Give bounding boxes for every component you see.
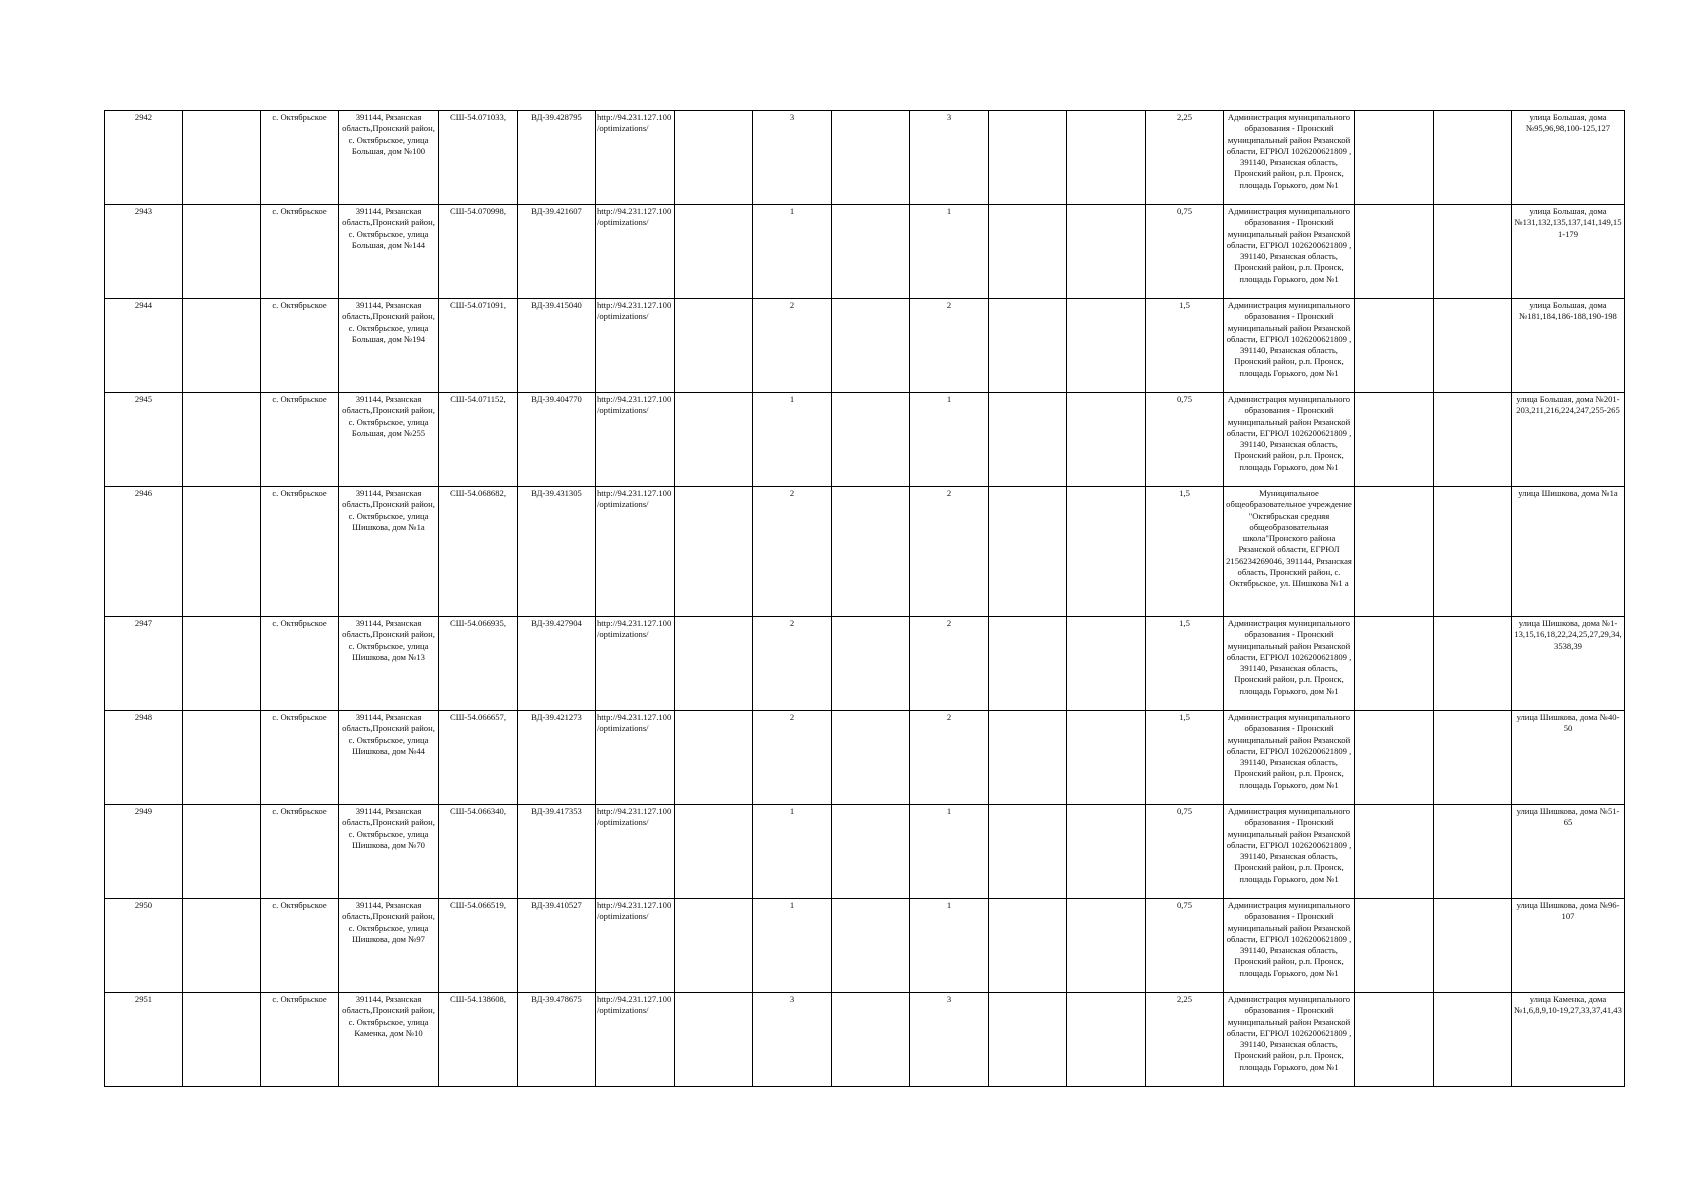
table-row (105, 899, 1625, 993)
empty-cell (183, 993, 261, 1087)
url-cell: http://94.231.127.100/optimizations/ (596, 487, 675, 617)
served-houses-cell: улица Большая, дома №131,132,135,137,141,149,151-179 (1512, 205, 1625, 299)
row-number-cell: 2950 (105, 899, 183, 993)
empty-cell (832, 487, 910, 617)
owner-cell: Администрация муниципального образования - Пронский муниципальный район Рязанской области, ЕГРЮЛ 1026200621809 , 391140, Рязанская область, Пронский район, р.п. Пронск, площадь Горького, дом №1 (1224, 993, 1355, 1087)
empty-cell (183, 111, 261, 205)
served-houses-cell: улица Шишкова, дома №96-107 (1512, 899, 1625, 993)
owner-cell: Администрация муниципального образования - Пронский муниципальный район Рязанской области, ЕГРЮЛ 1026200621809 , 391140, Рязанская область, Пронский район, р.п. Пронск, площадь Горького, дом №1 (1224, 299, 1355, 393)
empty-cell (1067, 711, 1146, 805)
empty-cell (989, 205, 1067, 299)
register-table-sheet (104, 110, 1622, 1087)
row-number-cell: 2948 (105, 711, 183, 805)
empty-cell (1434, 487, 1512, 617)
village-cell: с. Октябрьское (261, 805, 339, 899)
row-number-cell: 2947 (105, 617, 183, 711)
longitude-cell: ВД-39.404770 (518, 393, 596, 487)
empty-cell (1434, 299, 1512, 393)
owner-cell: Администрация муниципального образования - Пронский муниципальный район Рязанской области, ЕГРЮЛ 1026200621809 , 391140, Рязанская область, Пронский район, р.п. Пронск, площадь Горького, дом №1 (1224, 805, 1355, 899)
count-cell: 1 (910, 393, 989, 487)
address-cell: 391144, Рязанская область,Пронский район, с. Октябрьское, улица Шишкова, дом №70 (339, 805, 439, 899)
address-cell: 391144, Рязанская область,Пронский район, с. Октябрьское, улица Каменка, дом №10 (339, 993, 439, 1087)
empty-cell (989, 617, 1067, 711)
village-cell: с. Октябрьское (261, 111, 339, 205)
count-cell: 1 (753, 805, 832, 899)
empty-cell (1067, 617, 1146, 711)
address-cell: 391144, Рязанская область,Пронский район, с. Октябрьское, улица Шишкова, дом №1а (339, 487, 439, 617)
empty-cell (1067, 993, 1146, 1087)
url-cell: http://94.231.127.100/optimizations/ (596, 617, 675, 711)
empty-cell (832, 899, 910, 993)
table-row (105, 299, 1625, 393)
count-cell: 2 (910, 487, 989, 617)
empty-cell (1434, 805, 1512, 899)
url-cell: http://94.231.127.100/optimizations/ (596, 993, 675, 1087)
empty-cell (989, 993, 1067, 1087)
volume-cell: 0,75 (1146, 899, 1224, 993)
address-cell: 391144, Рязанская область,Пронский район, с. Октябрьское, улица Большая, дом №100 (339, 111, 439, 205)
volume-cell: 2,25 (1146, 111, 1224, 205)
latitude-cell: СШ-54.066340, (439, 805, 518, 899)
empty-cell (1355, 617, 1434, 711)
empty-cell (1067, 487, 1146, 617)
longitude-cell: ВД-39.417353 (518, 805, 596, 899)
volume-cell: 0,75 (1146, 205, 1224, 299)
address-cell: 391144, Рязанская область,Пронский район, с. Октябрьское, улица Большая, дом №194 (339, 299, 439, 393)
village-cell: с. Октябрьское (261, 205, 339, 299)
latitude-cell: СШ-54.071033, (439, 111, 518, 205)
owner-cell: Администрация муниципального образования - Пронский муниципальный район Рязанской области, ЕГРЮЛ 1026200621809 , 391140, Рязанская область, Пронский район, р.п. Пронск, площадь Горького, дом №1 (1224, 899, 1355, 993)
empty-cell (1434, 711, 1512, 805)
empty-cell (1434, 205, 1512, 299)
url-cell: http://94.231.127.100/optimizations/ (596, 711, 675, 805)
owner-cell: Муниципальное общеобразовательное учреждение "Октябрьская средняя общеобразовательная школа"Пронского района Рязанской области, ЕГРЮЛ 2156234269046, 391144, Рязанская область, Пронский район, с. Октябрьское, ул. Шишкова №1 а (1224, 487, 1355, 617)
village-cell: с. Октябрьское (261, 299, 339, 393)
latitude-cell: СШ-54.070998, (439, 205, 518, 299)
village-cell: с. Октябрьское (261, 393, 339, 487)
village-cell: с. Октябрьское (261, 993, 339, 1087)
empty-cell (832, 805, 910, 899)
empty-cell (1067, 899, 1146, 993)
served-houses-cell: улица Каменка, дома №1,6,8,9,10-19,27,33,37,41,43 (1512, 993, 1625, 1087)
empty-cell (675, 899, 753, 993)
empty-cell (1355, 711, 1434, 805)
served-houses-cell: улица Большая, дома №201-203,211,216,224,247,255-265 (1512, 393, 1625, 487)
empty-cell (1355, 299, 1434, 393)
empty-cell (1434, 993, 1512, 1087)
empty-cell (832, 111, 910, 205)
volume-cell: 1,5 (1146, 299, 1224, 393)
empty-cell (1355, 393, 1434, 487)
empty-cell (1355, 487, 1434, 617)
volume-cell: 1,5 (1146, 711, 1224, 805)
latitude-cell: СШ-54.066519, (439, 899, 518, 993)
empty-cell (675, 487, 753, 617)
row-number-cell: 2951 (105, 993, 183, 1087)
empty-cell (675, 111, 753, 205)
village-cell: с. Октябрьское (261, 617, 339, 711)
url-cell: http://94.231.127.100/optimizations/ (596, 205, 675, 299)
owner-cell: Администрация муниципального образования - Пронский муниципальный район Рязанской области, ЕГРЮЛ 1026200621809 , 391140, Рязанская область, Пронский район, р.п. Пронск, площадь Горького, дом №1 (1224, 111, 1355, 205)
empty-cell (183, 299, 261, 393)
empty-cell (1067, 393, 1146, 487)
row-number-cell: 2945 (105, 393, 183, 487)
volume-cell: 0,75 (1146, 805, 1224, 899)
latitude-cell: СШ-54.071152, (439, 393, 518, 487)
volume-cell: 2,25 (1146, 993, 1224, 1087)
owner-cell: Администрация муниципального образования - Пронский муниципальный район Рязанской области, ЕГРЮЛ 1026200621809 , 391140, Рязанская область, Пронский район, р.п. Пронск, площадь Горького, дом №1 (1224, 711, 1355, 805)
owner-cell: Администрация муниципального образования - Пронский муниципальный район Рязанской области, ЕГРЮЛ 1026200621809 , 391140, Рязанская область, Пронский район, р.п. Пронск, площадь Горького, дом №1 (1224, 617, 1355, 711)
empty-cell (1355, 805, 1434, 899)
empty-cell (989, 299, 1067, 393)
empty-cell (1434, 393, 1512, 487)
count-cell: 3 (753, 993, 832, 1087)
empty-cell (183, 711, 261, 805)
latitude-cell: СШ-54.071091, (439, 299, 518, 393)
empty-cell (675, 805, 753, 899)
empty-cell (675, 393, 753, 487)
address-cell: 391144, Рязанская область,Пронский район, с. Октябрьское, улица Шишкова, дом №13 (339, 617, 439, 711)
table-row (105, 617, 1625, 711)
longitude-cell: ВД-39.478675 (518, 993, 596, 1087)
empty-cell (1434, 617, 1512, 711)
volume-cell: 1,5 (1146, 487, 1224, 617)
empty-cell (989, 899, 1067, 993)
empty-cell (183, 393, 261, 487)
empty-cell (1434, 899, 1512, 993)
url-cell: http://94.231.127.100/optimizations/ (596, 805, 675, 899)
count-cell: 1 (910, 899, 989, 993)
empty-cell (1355, 899, 1434, 993)
row-number-cell: 2946 (105, 487, 183, 617)
latitude-cell: СШ-54.066657, (439, 711, 518, 805)
empty-cell (183, 617, 261, 711)
empty-cell (1067, 205, 1146, 299)
count-cell: 2 (753, 617, 832, 711)
empty-cell (1355, 205, 1434, 299)
empty-cell (675, 993, 753, 1087)
count-cell: 2 (910, 299, 989, 393)
empty-cell (183, 805, 261, 899)
longitude-cell: ВД-39.428795 (518, 111, 596, 205)
served-houses-cell: улица Большая, дома №95,96,98,100-125,127 (1512, 111, 1625, 205)
table-row (105, 711, 1625, 805)
count-cell: 3 (910, 111, 989, 205)
table-row (105, 111, 1625, 205)
owner-cell: Администрация муниципального образования - Пронский муниципальный район Рязанской области, ЕГРЮЛ 1026200621809 , 391140, Рязанская область, Пронский район, р.п. Пронск, площадь Горького, дом №1 (1224, 393, 1355, 487)
count-cell: 1 (753, 205, 832, 299)
empty-cell (989, 805, 1067, 899)
empty-cell (1067, 805, 1146, 899)
empty-cell (1067, 111, 1146, 205)
table-row (105, 805, 1625, 899)
empty-cell (675, 299, 753, 393)
empty-cell (832, 299, 910, 393)
served-houses-cell: улица Шишкова, дома №1-13,15,16,18,22,24,25,27,29,34,3538,39 (1512, 617, 1625, 711)
empty-cell (1067, 299, 1146, 393)
owner-cell: Администрация муниципального образования - Пронский муниципальный район Рязанской области, ЕГРЮЛ 1026200621809 , 391140, Рязанская область, Пронский район, р.п. Пронск, площадь Горького, дом №1 (1224, 205, 1355, 299)
empty-cell (675, 205, 753, 299)
url-cell: http://94.231.127.100/optimizations/ (596, 899, 675, 993)
empty-cell (675, 711, 753, 805)
empty-cell (675, 617, 753, 711)
count-cell: 1 (753, 393, 832, 487)
empty-cell (989, 711, 1067, 805)
count-cell: 2 (910, 617, 989, 711)
address-cell: 391144, Рязанская область,Пронский район, с. Октябрьское, улица Шишкова, дом №97 (339, 899, 439, 993)
empty-cell (1434, 111, 1512, 205)
longitude-cell: ВД-39.427904 (518, 617, 596, 711)
served-houses-cell: улица Большая, дома №181,184,186-188,190-198 (1512, 299, 1625, 393)
count-cell: 1 (910, 205, 989, 299)
count-cell: 2 (753, 299, 832, 393)
empty-cell (832, 393, 910, 487)
village-cell: с. Октябрьское (261, 899, 339, 993)
volume-cell: 1,5 (1146, 617, 1224, 711)
latitude-cell: СШ-54.138608, (439, 993, 518, 1087)
empty-cell (1355, 993, 1434, 1087)
url-cell: http://94.231.127.100/optimizations/ (596, 393, 675, 487)
served-houses-cell: улица Шишкова, дома №40-50 (1512, 711, 1625, 805)
empty-cell (989, 393, 1067, 487)
count-cell: 3 (753, 111, 832, 205)
count-cell: 2 (910, 711, 989, 805)
volume-cell: 0,75 (1146, 393, 1224, 487)
table-row (105, 205, 1625, 299)
empty-cell (183, 487, 261, 617)
count-cell: 2 (753, 487, 832, 617)
served-houses-cell: улица Шишкова, дома №1а (1512, 487, 1625, 617)
register-table (104, 110, 1625, 1087)
empty-cell (183, 205, 261, 299)
empty-cell (183, 899, 261, 993)
empty-cell (1355, 111, 1434, 205)
empty-cell (989, 487, 1067, 617)
village-cell: с. Октябрьское (261, 711, 339, 805)
empty-cell (832, 617, 910, 711)
empty-cell (832, 711, 910, 805)
row-number-cell: 2942 (105, 111, 183, 205)
latitude-cell: СШ-54.066935, (439, 617, 518, 711)
address-cell: 391144, Рязанская область,Пронский район, с. Октябрьское, улица Большая, дом №255 (339, 393, 439, 487)
longitude-cell: ВД-39.431305 (518, 487, 596, 617)
village-cell: с. Октябрьское (261, 487, 339, 617)
count-cell: 1 (753, 899, 832, 993)
longitude-cell: ВД-39.410527 (518, 899, 596, 993)
table-row (105, 487, 1625, 617)
row-number-cell: 2943 (105, 205, 183, 299)
url-cell: http://94.231.127.100/optimizations/ (596, 299, 675, 393)
count-cell: 2 (753, 711, 832, 805)
address-cell: 391144, Рязанская область,Пронский район, с. Октябрьское, улица Шишкова, дом №44 (339, 711, 439, 805)
empty-cell (832, 993, 910, 1087)
longitude-cell: ВД-39.421273 (518, 711, 596, 805)
count-cell: 1 (910, 805, 989, 899)
count-cell: 3 (910, 993, 989, 1087)
latitude-cell: СШ-54.068682, (439, 487, 518, 617)
empty-cell (989, 111, 1067, 205)
table-row (105, 993, 1625, 1087)
served-houses-cell: улица Шишкова, дома №51-65 (1512, 805, 1625, 899)
row-number-cell: 2944 (105, 299, 183, 393)
table-row (105, 393, 1625, 487)
address-cell: 391144, Рязанская область,Пронский район, с. Октябрьское, улица Большая, дом №144 (339, 205, 439, 299)
row-number-cell: 2949 (105, 805, 183, 899)
longitude-cell: ВД-39.415040 (518, 299, 596, 393)
url-cell: http://94.231.127.100/optimizations/ (596, 111, 675, 205)
longitude-cell: ВД-39.421607 (518, 205, 596, 299)
empty-cell (832, 205, 910, 299)
